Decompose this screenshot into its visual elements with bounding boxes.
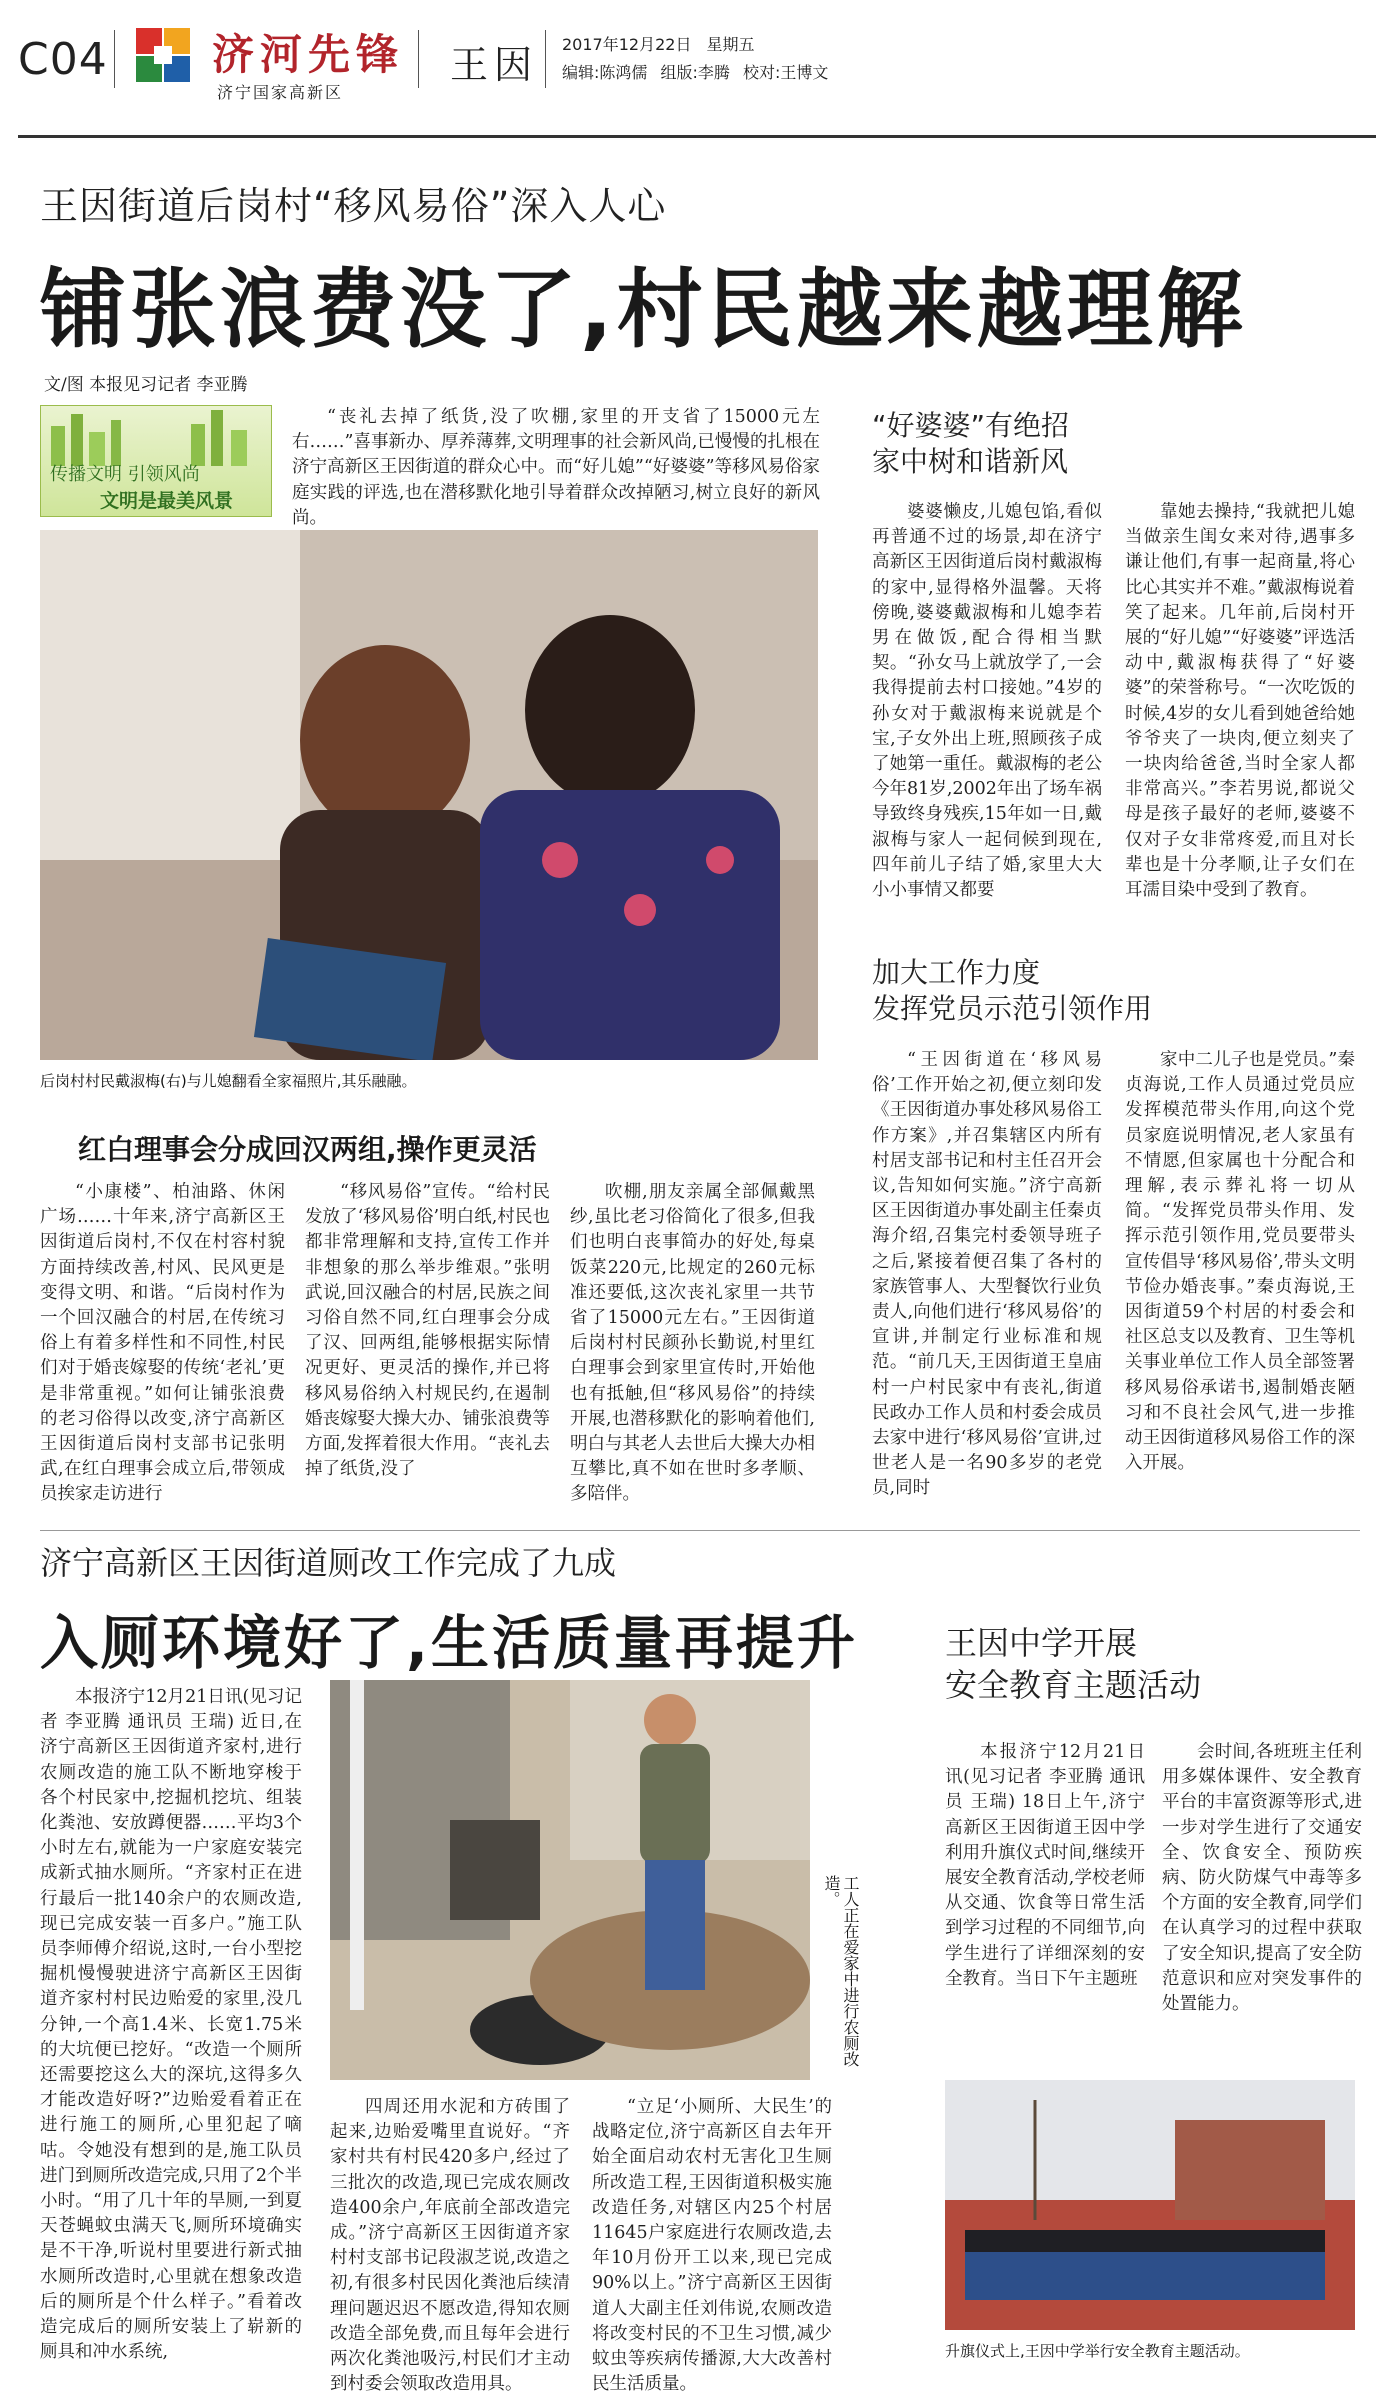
masthead-subtitle: 济宁国家高新区 (217, 83, 344, 102)
issue-date: 2017年12月22日 星期五 (562, 35, 755, 54)
family-photo-image (40, 530, 818, 1060)
article1-lead (292, 405, 820, 531)
header-rule (18, 135, 1376, 138)
sec2-col1 (872, 500, 1102, 903)
section-divider (40, 1530, 1360, 1531)
sec2-title: “好婆婆”有绝招 家中树和谐新风 (872, 409, 1070, 478)
city-skyline-icon (41, 406, 271, 466)
sec3-col1 (872, 1048, 1102, 1502)
article2-col2 (330, 2095, 570, 2397)
sec1-col1-text: “小康楼”、柏油路、休闲广场……十年来,济宁高新区王因街道后岗村,不仅在村容村貌方面持续改善,村风、民风更是变得文明、和谐。“后岗村作为一个回汉融合的村居,在传统习俗上有着多样性和不同性,村民们对于婚丧嫁娶的传统‘老礼’更是非常重视。”如何让铺张浪费的老习俗得以改变,济宁高新区王因街道后岗村支部书记张明武,在红白理事会成立后,带领成员挨家走访进行 (40, 1182, 285, 1505)
sec3-col2 (1125, 1048, 1355, 1476)
sec1-title: 红白理事会分成回汉两组,操作更灵活 (78, 1133, 537, 1166)
sec3-title: 加大工作力度 发挥党员示范引领作用 (872, 956, 1153, 1025)
sec1-col3 (570, 1180, 815, 1508)
header-divider-2 (418, 30, 419, 88)
promo-slogan-2: 文明是最美风景 (100, 490, 234, 512)
sec3-col1-text: “王因街道在‘移风易俗’工作开始之初,便立刻印发《王因街道办事处移风易俗工作方案》,并召集辖区内所有村居支部书记和村主任召开会议,告知如何实施。”济宁高新区王因街道办事处副主任秦贞海介绍,召集完村委领导班子之后,紧接着便召集了各村的家族管事人、大型餐饮行业负责人,向他们进行‘移风易俗’的宣讲,并制定行业标准和规范。“前几天,王因街道王皇庙村一户村民家中有丧礼,街道民政办工作人员和村委会成员去家中进行‘移风易俗’宣讲,过世老人是一名90多岁的老党员,同时 (872, 1050, 1102, 1499)
article3-col1 (945, 1740, 1145, 1992)
article2-col3-text: “立足‘小厕所、大民生’的战略定位,济宁高新区自去年开始全面启动农村无害化卫生厕所改造工程,王因街道积极实施改造任务,对辖区内25个村居11645户家庭进行农厕改造,去年10月份开工以来,现已完成90%以上。”济宁高新区王因街道人大副主任刘伟说,农厕改造将改变村民的不卫生习惯,减少蚊虫等疾病传播源,大大改善村民生活质量。 (592, 2097, 832, 2395)
sec1-col3-text: 吹棚,朋友亲属全部佩戴黑纱,虽比老习俗简化了很多,但我们也明白丧事简办的好处,每桌饭菜220元,比规定的260元标准还要低,这次丧礼家里一共节省了15000元左右。”王因街道后岗村村民颜孙长勤说,村里红白理事会到家里宣传时,开始他也有抵触,但“移风易俗”的持续开展,也潜移默化的影响着他们,明白与其老人去世后大操大办相互攀比,真不如在世时多孝顺、多陪伴。 (570, 1182, 815, 1505)
header-divider-3 (545, 30, 546, 88)
article2-col1-text: 本报济宁12月21日讯(见习记者 李亚腾 通讯员 王瑞) 近日,在济宁高新区王因街道齐家村,进行农厕改造的施工队不断地穿梭于各个村民家中,挖掘机挖坑、组装化粪池、安放蹲便器……平均3个小时左右,就能为一户家庭安装完成新式抽水厕所。“齐家村正在进行最后一批140余户的农厕改造,现已完成安装一百多户。”施工队员李师傅介绍说,这时,一台小型挖掘机慢慢驶进济宁高新区王因街道齐家村村民边贻爱的家里,没几分钟,一个高1.4米、长宽1.75米的大坑便已挖好。“改造一个厕所还需要挖这么大的深坑,这得多久才能改造好呀?”边贻爱看着正在进行施工的厕所,心里犯起了嘀咕。令她没有想到的是,施工队员进门到厕所改造完成,只用了2个半小时。“用了几十年的旱厕,一到夏天苍蝇蚊虫满天飞,厕所环境确实是不干净,听说村里要进行新式抽水厕所改造时,心里就在想象改造后的厕所是个什么样子。”看着改造完成后的厕所安装上了崭新的厕具和冲水系统, (40, 1687, 302, 2363)
promo-slogan-1: 传播文明 引领风尚 (50, 464, 200, 485)
sec1-col1 (40, 1180, 285, 1508)
article2-col2-text: 四周还用水泥和方砖围了起来,边贻爱嘴里直说好。“齐家村共有村民420多户,经过了三批次的改造,现已完成农厕改造400余户,年底前全部改造完成。”济宁高新区王因街道齐家村村支部书记段淑芝说,改造之初,有很多村民因化粪池后续清理问题迟迟不愿改造,得知农厕改造全部免费,而且每年会进行两次化粪池吸污,村民们才主动到村委会领取改造用具。 (330, 2097, 570, 2395)
sec3-col2-text: 家中二儿子也是党员。”秦贞海说,工作人员通过党员应发挥模范带头作用,向这个党员家庭说明情况,老人家虽有不情愿,但家属也十分配合和理解,表示葬礼将一切从简。“发挥党员带头作用、发挥示范引领作用,党员要带头宣传倡导‘移风易俗’,带头文明节俭办婚丧事。”秦贞海说,王因街道59个村居的村委会和社区总支以及教育、卫生等机关事业单位工作人员全部签署移风易俗承诺书,遏制婚丧陋习和不良社会风气,进一步推动王因街道移风易俗工作的深入开展。 (1125, 1050, 1355, 1474)
article2-photo (330, 1680, 810, 2080)
sec1-col2 (305, 1180, 550, 1482)
article3-headline: 王因中学开展 安全教育主题活动 (945, 1624, 1202, 1704)
article2-col1 (40, 1685, 302, 2365)
toilet-renovation-image (330, 1680, 810, 2080)
article2-subhead: 济宁高新区王因街道厕改工作完成了九成 (40, 1544, 617, 1582)
sec2-col1-text: 婆婆懒皮,儿媳包馅,看似再普通不过的场景,却在济宁高新区王因街道后岗村戴淑梅的家中,显得格外温馨。天将傍晚,婆婆戴淑梅和儿媳李若男在做饭,配合得相当默契。“孙女马上就放学了,一会我得提前去村口接她。”4岁的孙女对于戴淑梅来说就是个宝,子女外出上班,照顾孩子成了她第一重任。戴淑梅的老公今年81岁,2002年出了场车祸导致终身残疾,15年如一日,戴淑梅与家人一起伺候到现在,四年前儿子结了婚,家里大大小小事情又都要 (872, 502, 1102, 901)
flag-ceremony-image (945, 2080, 1355, 2330)
header-divider (114, 30, 115, 88)
newspaper-logo-icon (134, 26, 192, 84)
section-name: 王因 (450, 43, 539, 87)
staff-credits: 编辑:陈鸿儒 组版:李腾 校对:王博文 (562, 63, 829, 82)
article2-col3 (592, 2095, 832, 2397)
article3-photo (945, 2080, 1355, 2330)
article3-col2-text: 会时间,各班班主任利用多媒体课件、安全教育平台的丰富资源等形式,进一步对学生进行了交通安全、饮食安全、预防疾病、防火防煤气中毒等多个方面的安全教育,同学们在认真学习的过程中获取了安全知识,提高了安全防范意识和应对突发事件的处置能力。 (1162, 1742, 1362, 2015)
sec2-col2-text: 靠她去操持,“我就把儿媳当做亲生闺女来对待,遇事多谦让他们,有事一起商量,将心比心其实并不难。”戴淑梅说着笑了起来。几年前,后岗村开展的“好儿媳”“好婆婆”评选活动中,戴淑梅获得了“好婆婆”的荣誉称号。“一次吃饭的时候,4岁的女儿看到她爸给她爷爷夹了一块肉,便立刻夹了一块肉给爸爸,当时全家人都非常高兴。”李若男说,都说父母是孩子最好的老师,婆婆不仅对子女非常疼爱,而且对长辈也是十分孝顺,让子女们在耳濡目染中受到了教育。 (1125, 502, 1355, 901)
lead-paragraph: “丧礼去掉了纸货,没了吹棚,家里的开支省了15000元左右……”喜事新办、厚养薄葬,文明理事的社会新风尚,已慢慢的扎根在济宁高新区王因街道的群众心中。而“好儿媳”“好婆婆”等移风易俗家庭实践的评选,也在潜移默化地引导着群众改掉陋习,树立良好的新风尚。 (292, 407, 820, 528)
article1-photo (40, 530, 818, 1060)
article3-col1-text: 本报济宁12月21日讯(见习记者 李亚腾 通讯员 王瑞) 18日上午,济宁高新区王因街道王因中学利用升旗仪式时间,继续开展安全教育活动,学校老师从交通、饮食等日常生活到学习过程的不同细节,向学生进行了详细深刻的安全教育。当日下午主题班 (945, 1742, 1145, 1989)
sec2-col2 (1125, 500, 1355, 903)
article3-photo-caption: 升旗仪式上,王因中学举行安全教育主题活动。 (945, 2342, 1250, 2360)
article1-subhead: 王因街道后岗村“移风易俗”深入人心 (40, 184, 667, 228)
sec1-col2-text: “移风易俗”宣传。“给村民发放了‘移风易俗’明白纸,村民也都非常理解和支持,宣传工作并非想象的那么举步维艰。”张明武说,回汉融合的村居,民族之间习俗自然不同,红白理事会分成了汉、回两组,能够根据实际情况更好、更灵活的操作,并已将移风易俗纳入村规民约,在遏制婚丧嫁娶大操大办、铺张浪费等方面,发挥着很大作用。“丧礼去掉了纸货,没了 (305, 1182, 550, 1480)
article3-col2 (1162, 1740, 1362, 2017)
article2-photo-caption: 工人正在爱家中进行农厕改造。 (822, 1875, 860, 2067)
article1-photo-caption: 后岗村村民戴淑梅(右)与儿媳翻看全家福照片,其乐融融。 (40, 1072, 417, 1090)
page-number: C04 (18, 34, 108, 85)
article1-headline: 铺张浪费没了,村民越来越理解 (40, 260, 1247, 360)
article1-byline: 文/图 本报见习记者 李亚腾 (44, 375, 248, 395)
masthead: 济河先锋 (212, 30, 405, 79)
article2-headline: 入厕环境好了,生活质量再提升 (40, 1609, 859, 1677)
